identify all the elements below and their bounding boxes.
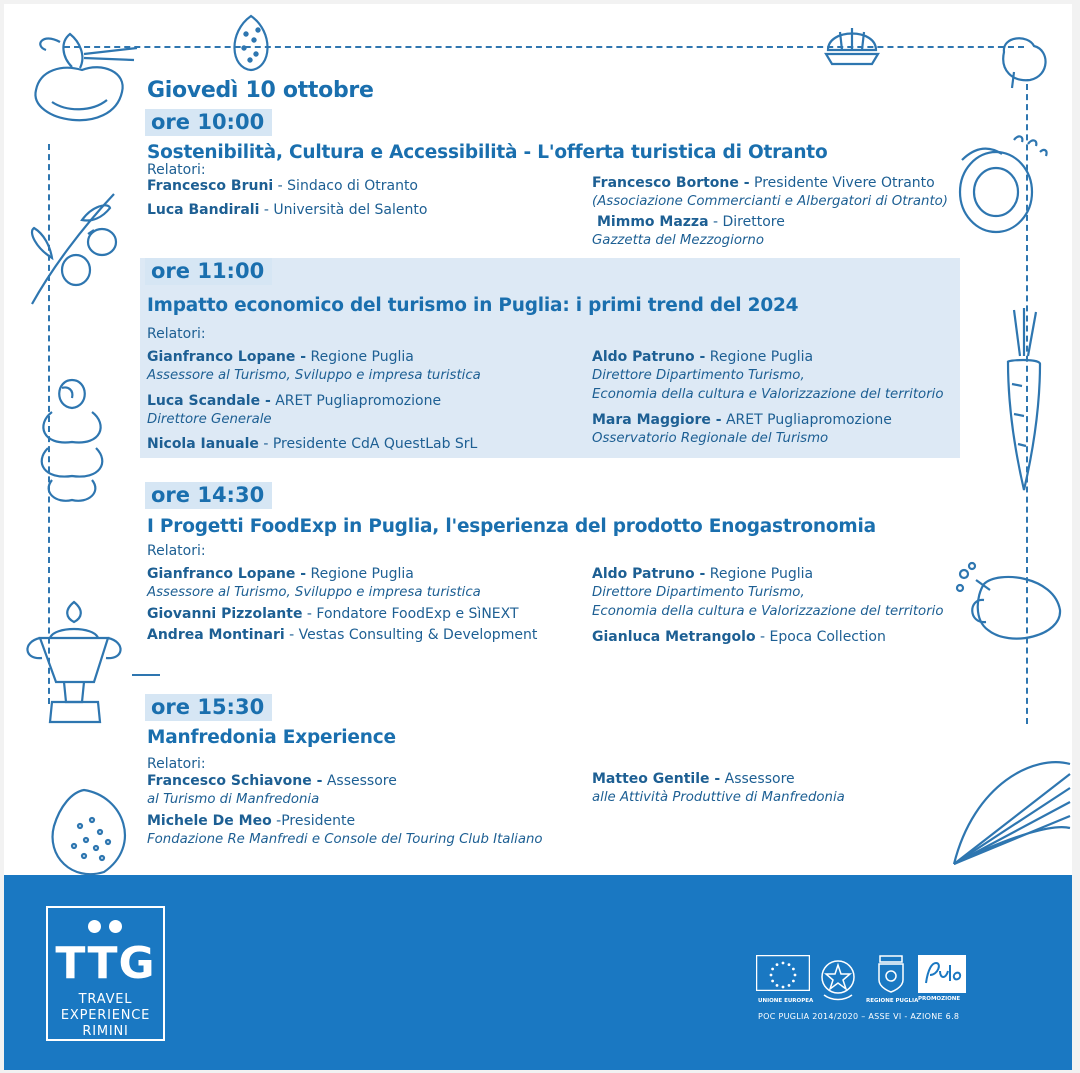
session-1-time: ore 10:00	[145, 109, 272, 136]
speaker-michele-de-meo-role: Fondazione Re Manfredi e Console del Touring Club Italiano	[147, 832, 543, 847]
braided-bread-icon	[32, 376, 112, 506]
session-3-title: I Progetti FoodExp in Puglia, l'esperienza del prodotto Enogastronomia	[147, 516, 876, 537]
speaker-luca-scandale-role: Direttore Generale	[147, 412, 272, 427]
speaker-francesco-bortone: Francesco Bortone - Presidente Vivere Otranto	[592, 175, 935, 191]
event-date: Giovedì 10 ottobre	[147, 78, 374, 103]
session-4-relatori-label: Relatori:	[147, 756, 206, 772]
ttg-logo-text: TTG	[55, 938, 156, 989]
speaker-luca-scandale: Luca Scandale - ARET Pugliapromozione	[147, 393, 442, 409]
speaker-mara-maggiore: Mara Maggiore - ARET Pugliapromozione	[592, 412, 892, 428]
session-2-relatori-label: Relatori:	[147, 326, 206, 342]
poc-puglia-text: POC PUGLIA 2014/2020 – ASSE VI - AZIONE 6.8	[758, 1012, 960, 1021]
ttg-logo-line-2: EXPERIENCE	[60, 1008, 151, 1023]
regione-puglia-label: REGIONE PUGLIA	[866, 998, 919, 1004]
burrata-icon	[22, 12, 142, 137]
event-page	[4, 4, 1072, 1070]
fig-icon	[44, 786, 144, 878]
speaker-aldo-patruno: Aldo Patruno - Regione Puglia	[592, 349, 814, 365]
speaker-mimmo-mazza-org: Gazzetta del Mezzogiorno	[592, 233, 764, 248]
speaker-mimmo-mazza: Mimmo Mazza - Direttore	[597, 214, 785, 230]
ttg-logo-dots	[84, 918, 126, 937]
eu-label: UNIONE EUROPEA	[758, 998, 814, 1004]
speaker-aldo-patruno-role-2: Economia della cultura e Valorizzazione del territorio	[592, 387, 944, 402]
speaker-matteo-gentile-role: alle Attività Produttive di Manfredonia	[592, 790, 845, 805]
eu-flag-icon	[756, 955, 810, 995]
session-3-relatori-label: Relatori:	[147, 543, 206, 559]
speaker-francesco-bortone-org: (Associazione Commercianti e Albergatori di Otranto)	[592, 194, 948, 209]
speaker-matteo-gentile: Matteo Gentile - Assessore	[592, 771, 795, 787]
speaker-nicola-ianuale: Nicola Ianuale - Presidente CdA QuestLab SrL	[147, 436, 478, 452]
frame-tick	[132, 674, 160, 676]
hand-fan-icon	[934, 744, 1072, 874]
ttg-logo	[46, 906, 165, 1041]
speaker-giovanni-pizzolante: Giovanni Pizzolante - Fondatore FoodExp e SìNEXT	[147, 606, 519, 622]
footer-band	[4, 875, 1072, 1070]
speaker-francesco-schiavone-role: al Turismo di Manfredonia	[147, 792, 320, 807]
speaker-gianluca-metrangolo: Gianluca Metrangolo - Epoca Collection	[592, 629, 886, 645]
session-1-relatori-label: Relatori:	[147, 162, 206, 178]
session-2-time: ore 11:00	[145, 258, 272, 285]
speaker-aldo-patruno-role: Direttore Dipartimento Turismo,	[592, 368, 805, 383]
speaker-gianfranco-lopane-2-role: Assessore al Turismo, Sviluppo e impresa turistica	[147, 585, 481, 600]
ttg-logo-line-3: RIMINI	[82, 1024, 129, 1039]
speaker-michele-de-meo: Michele De Meo -Presidente	[147, 813, 356, 829]
promozione-label: PROMOZIONE	[918, 996, 961, 1002]
speaker-andrea-montinari: Andrea Montinari - Vestas Consulting & Development	[147, 627, 538, 643]
session-4-time: ore 15:30	[145, 694, 272, 721]
jug-icon	[954, 560, 1064, 650]
session-4-title: Manfredonia Experience	[147, 727, 396, 748]
almond-icon	[226, 12, 276, 74]
speaker-mara-maggiore-role: Osservatorio Regionale del Turismo	[592, 431, 829, 446]
puglia-promozione-logo-icon	[918, 955, 966, 997]
regione-puglia-emblem-icon	[876, 954, 906, 998]
speaker-gianfranco-lopane-2: Gianfranco Lopane - Regione Puglia	[147, 566, 414, 582]
speaker-aldo-patruno-2-role: Direttore Dipartimento Turismo,	[592, 585, 805, 600]
pear-icon	[994, 32, 1054, 92]
speaker-luca-bandirali: Luca Bandirali - Università del Salento	[147, 202, 428, 218]
speaker-francesco-schiavone: Francesco Schiavone - Assessore	[147, 773, 397, 789]
session-2-title: Impatto economico del turismo in Puglia: i primi trend del 2024	[147, 295, 799, 316]
speaker-francesco-bruni: Francesco Bruni - Sindaco di Otranto	[147, 178, 418, 194]
pumpkin-slice-icon	[954, 130, 1054, 240]
speaker-gianfranco-lopane-role: Assessore al Turismo, Sviluppo e impresa turistica	[147, 368, 481, 383]
carrot-icon	[1000, 304, 1046, 494]
olive-branch-icon	[22, 188, 122, 308]
speaker-gianfranco-lopane: Gianfranco Lopane - Regione Puglia	[147, 349, 414, 365]
decorative-vase-icon	[20, 598, 130, 728]
session-1-title: Sostenibilità, Cultura e Accessibilità - L'offerta turistica di Otranto	[147, 142, 828, 163]
session-3-time: ore 14:30	[145, 482, 272, 509]
speaker-aldo-patruno-2: Aldo Patruno - Regione Puglia	[592, 566, 814, 582]
lemon-squeezer-icon	[822, 20, 882, 70]
ttg-logo-line-1: TRAVEL	[78, 992, 133, 1007]
italian-emblem-icon	[818, 957, 858, 1005]
speaker-aldo-patruno-2-role-2: Economia della cultura e Valorizzazione del territorio	[592, 604, 944, 619]
